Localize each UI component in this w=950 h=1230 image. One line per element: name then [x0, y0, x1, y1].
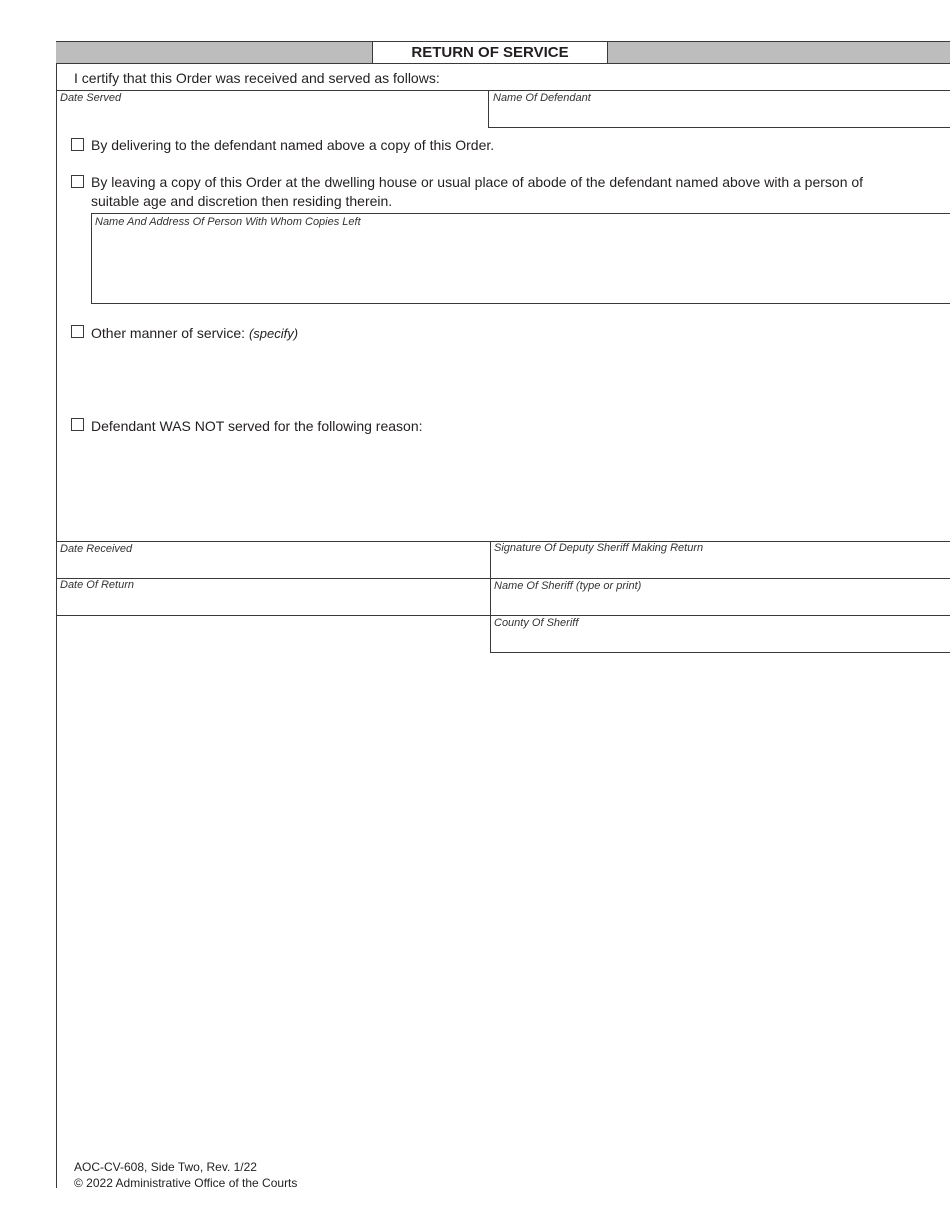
divider: [91, 213, 92, 303]
leaving-copy-text-line1: By leaving a copy of this Order at the dwelling house or usual place of abode of the defendant named above with a person of: [91, 174, 864, 190]
other-manner-label: Other manner of service:: [91, 325, 246, 341]
date-of-return-label: Date Of Return: [60, 579, 134, 591]
copyright: © 2022 Administrative Office of the Courts: [74, 1176, 298, 1190]
other-manner-field[interactable]: [91, 345, 949, 405]
other-manner-text: [91, 325, 298, 341]
name-address-person-field[interactable]: [93, 230, 949, 302]
date-served-field[interactable]: [57, 106, 488, 127]
divider: [490, 652, 950, 653]
other-manner-specify: (specify): [248, 326, 299, 341]
leaving-copy-text-line2: suitable age and discretion then residing therein.: [91, 193, 393, 209]
delivering-checkbox[interactable]: [71, 138, 84, 151]
not-served-text: Defendant WAS NOT served for the following reason:: [91, 418, 423, 434]
delivering-option-text: By delivering to the defendant named above a copy of this Order.: [91, 137, 495, 153]
name-of-sheriff-field[interactable]: [491, 594, 949, 614]
date-received-label: Date Received: [60, 543, 133, 555]
signature-deputy-field[interactable]: [491, 557, 949, 577]
divider: [56, 90, 950, 91]
name-address-person-label: Name And Address Of Person With Whom Copies Left: [95, 216, 361, 228]
name-of-defendant-label: Name Of Defendant: [493, 92, 591, 104]
county-of-sheriff-label: County Of Sheriff: [494, 617, 579, 629]
section-title: RETURN OF SERVICE: [372, 41, 608, 64]
not-served-reason-field[interactable]: [91, 438, 949, 533]
form-id: AOC-CV-608, Side Two, Rev. 1/22: [74, 1160, 257, 1174]
not-served-checkbox[interactable]: [71, 418, 84, 431]
certify-text: I certify that this Order was received and served as follows:: [74, 70, 440, 86]
signature-deputy-label: Signature Of Deputy Sheriff Making Return: [494, 542, 704, 554]
name-of-sheriff-label: Name Of Sheriff (type or print): [494, 580, 642, 592]
divider: [488, 127, 950, 128]
divider: [56, 578, 950, 579]
leaving-copy-checkbox[interactable]: [71, 175, 84, 188]
date-of-return-field[interactable]: [57, 594, 489, 614]
divider: [91, 213, 950, 214]
date-served-label: Date Served: [60, 92, 122, 104]
date-received-field[interactable]: [57, 557, 489, 577]
divider: [91, 303, 950, 304]
other-manner-checkbox[interactable]: [71, 325, 84, 338]
divider: [56, 615, 950, 616]
county-of-sheriff-field[interactable]: [491, 631, 949, 652]
name-of-defendant-field[interactable]: [489, 106, 949, 127]
